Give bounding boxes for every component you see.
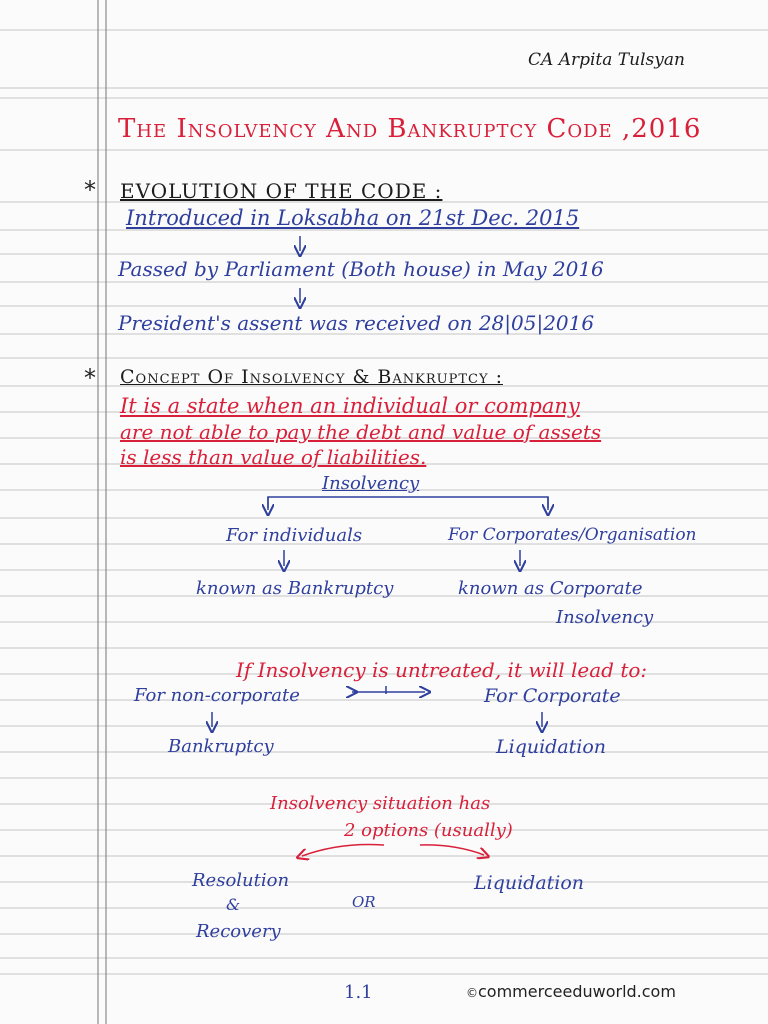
corporate-label: For Corporate: [484, 685, 621, 707]
tree-left-known: known as Bankruptcy: [196, 578, 394, 599]
tree-left-branch: For individuals: [226, 525, 363, 546]
evolution-step-3: President's assent was received on 28|05|2016: [118, 311, 595, 335]
untreated-heading: If Insolvency is untreated, it will lead to:: [236, 658, 648, 682]
author-name: CA Arpita Tulsyan: [528, 50, 685, 70]
option-2: Liquidation: [474, 872, 585, 894]
non-corporate-label: For non-corporate: [134, 685, 300, 706]
evolution-step-2: Passed by Parliament (Both house) in May 2016: [118, 257, 604, 281]
definition-line-2: are not able to pay the debt and value of assets: [120, 420, 602, 444]
copyright-icon: ©: [466, 986, 478, 1000]
corporate-result: Liquidation: [496, 736, 607, 758]
options-line-2: 2 options (usually): [344, 820, 513, 841]
tree-bracket: [268, 497, 548, 508]
option-1-line-3: Recovery: [196, 921, 281, 942]
arrow-option-left: [302, 844, 384, 856]
bullet-evolution: *: [84, 176, 96, 204]
tree-right-known-1: known as Corporate: [458, 578, 643, 599]
option-1-line-2: &: [226, 895, 241, 914]
definition-line-1: It is a state when an individual or company: [120, 394, 580, 418]
non-corporate-result: Bankruptcy: [168, 736, 274, 757]
tree-root: Insolvency: [322, 473, 420, 494]
tree-right-known-2: Insolvency: [556, 607, 654, 628]
page-title: The Insolvency And Bankruptcy Code ,2016: [118, 114, 702, 144]
watermark-text: commerceeduworld.com: [478, 982, 676, 1001]
evolution-heading: EVOLUTION OF THE CODE :: [120, 179, 443, 203]
page-number: 1.1: [344, 982, 373, 1003]
concept-heading: Concept Of Insolvency & Bankruptcy :: [120, 366, 503, 388]
bullet-concept: *: [84, 364, 96, 392]
evolution-step-1: Introduced in Loksabha on 21st Dec. 2015: [126, 206, 580, 230]
definition-line-3: is less than value of liabilities.: [120, 445, 427, 469]
option-1-line-1: Resolution: [192, 870, 290, 891]
options-line-1: Insolvency situation has: [270, 793, 491, 814]
arrow-option-right: [420, 845, 484, 855]
tree-right-branch: For Corporates/Organisation: [448, 525, 697, 545]
options-or: OR: [352, 893, 376, 911]
